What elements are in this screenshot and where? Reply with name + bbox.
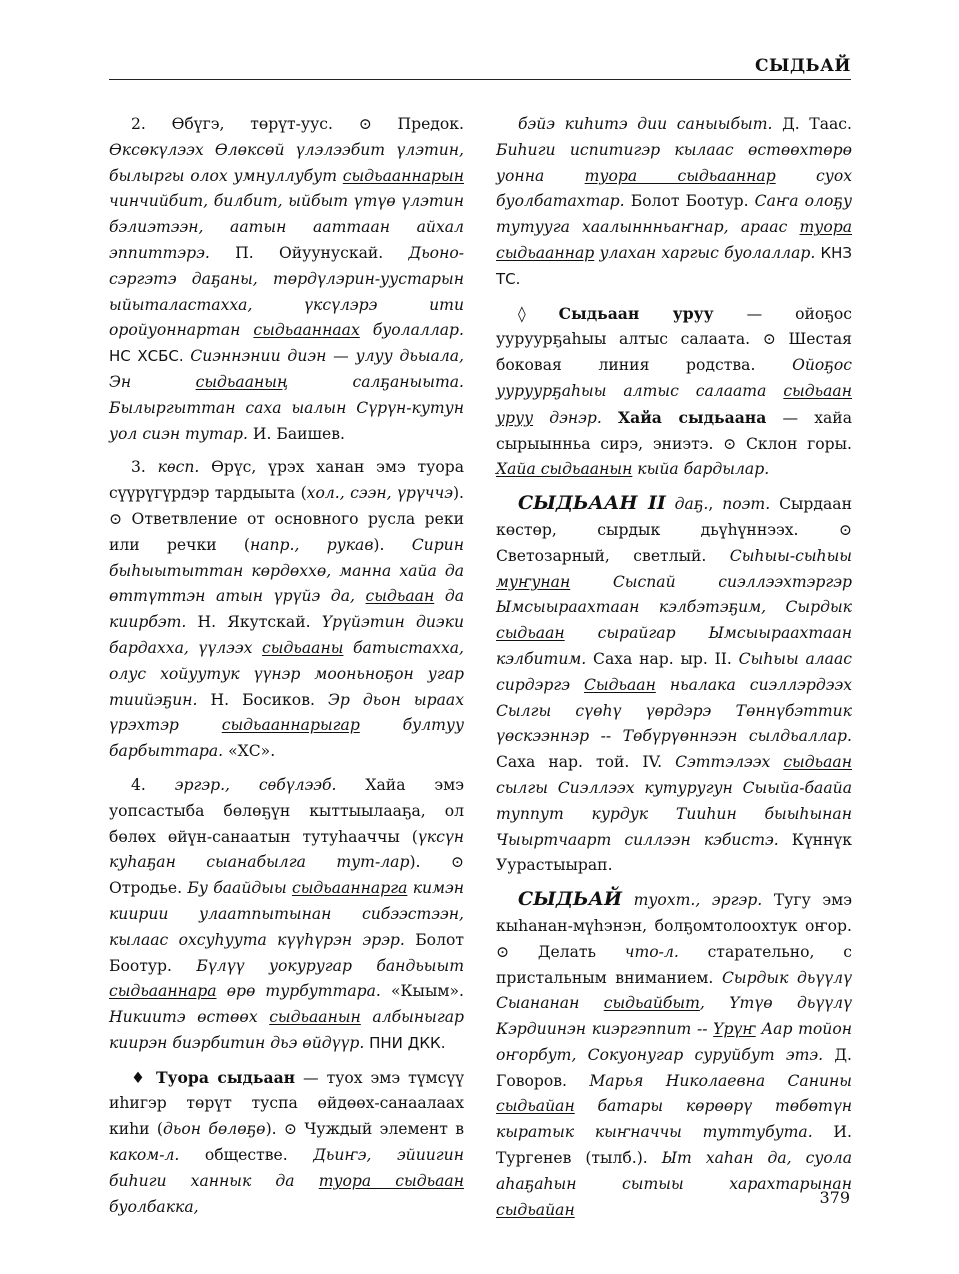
headword-usage: сыдьаан (496, 624, 565, 643)
left-column-paragraph (109, 112, 464, 447)
text-run: үксүн куһаҕан сыанабылга тут-лар (109, 827, 464, 872)
text-run: , Үтүө дьүүлү Кэрдиинэн киэргэппит -- (496, 994, 853, 1039)
text-run: Сырдаан көстөр, сырдык дьүһүннээх. ⊙ Светозарный, светлый. (496, 495, 852, 565)
text-run: ). ⊙ Ответвление от основного русла реки или речки ( (109, 484, 464, 554)
entry-headword: СЫДЬААН II (518, 492, 666, 515)
phrase-headword: Сыдьаан уруу (558, 303, 714, 323)
text-run: Сиэннэнии диэн — улуу дьыала, Эн (109, 347, 464, 391)
text-run: Өрүс, үрэх ханан эмэ туора сүүрүгүрдэр тардыыта ( (109, 458, 464, 503)
text-run: Хайа эмэ уопсастыба бөлөҕүн кыттыылааҕа, ол бөлөх өйүн-санаатын тутуһааччы ( (109, 775, 464, 846)
text-run: Күннүк Уурастыырап. (496, 830, 852, 875)
headword-usage: сыдьаан (783, 753, 852, 772)
text-run: Ойоҕос ууруурҕаһыы алтыс салаата (496, 356, 852, 400)
text-run: — туох эмэ түмсүү иһигэр төрүт туспа өйдөөх-санаалаах киһи ( (109, 1068, 465, 1139)
headword-usage: туора сыдьааннар (496, 218, 852, 262)
text-run: НС ХСБС. (109, 347, 191, 366)
text-run: ♦ (131, 1068, 156, 1087)
text-run: «ХС». (223, 742, 276, 761)
text-run: Сыһыы алаас сирдэргэ (496, 649, 852, 694)
headword-usage: сыдьаанын (269, 1008, 361, 1027)
text-run: суох буолбатахтар. (496, 166, 853, 211)
text-run: буолаллар. (359, 321, 465, 340)
headword-usage: сыдьаан (365, 587, 435, 606)
text-run: батары көрөөрү төбөтүн кыратык кыҥначчы туттубута. (496, 1097, 852, 1142)
text-run: Болот Боотур. (109, 930, 464, 975)
headword-usage: сыдьааның (195, 372, 289, 391)
page-number: 379 (819, 1188, 850, 1207)
right-column-paragraph (496, 491, 852, 879)
right-column-paragraph (496, 887, 852, 1223)
headword-usage: сыдьайбыт (603, 994, 700, 1013)
text-run: буолбакка, (109, 1197, 199, 1216)
headword-usage: Үрүҥ (713, 1020, 756, 1039)
text-run: 3. (131, 458, 158, 477)
text-run: Саха нар. ыр. II. (586, 649, 739, 668)
text-run: бэйэ киһитэ дии саныыбыт. (518, 115, 773, 133)
text-run (666, 495, 675, 513)
text-run: туохт., эргэр. (633, 891, 763, 910)
text-run: улахан харгыс буолаллар. (594, 243, 816, 262)
text-run: ньалака сиэллэрдээх Сылгы сүөһү үөрдэрэ Төннүбэттик үөскээннэр -- Төбүрүөннээн сылдьаллар. (496, 675, 852, 746)
text-run: Болот Боотур. (624, 192, 755, 211)
text-run: Д. Говоров. (496, 1045, 852, 1090)
text-run: Биһиги испитигэр кылаас өстөөхтөрө уонна (496, 140, 852, 185)
text-run: Бу баайдыы (187, 879, 292, 898)
running-head: СЫДЬАЙ (754, 56, 851, 76)
phrase-headword: Туора сыдьаан (155, 1067, 296, 1087)
text-run: Ыт хаһан да, суола аһаҕаһын сытыы харахтарынан (496, 1149, 852, 1193)
headword-usage: сыдьааннарга (291, 879, 408, 898)
text-run: чинчийбит, билбит, ыйбыт үтүө үлэтин бэлиэтээн, аатын ааттаан айхал эппиттэрэ. (109, 192, 464, 262)
headword-usage: сыдьайан (496, 1200, 575, 1219)
text-run: обществе. (179, 1146, 314, 1165)
text-run: каком-л. (109, 1146, 180, 1165)
text-run: кѳсп. (157, 458, 200, 477)
headword-usage: сыдьааннарын (342, 166, 464, 185)
text-run: салҕаныыта. Былыргыттан саха ыалын Сүрүн-кутун уол сиэн тутар. (109, 372, 464, 443)
text-run: Сэттэлээх (675, 753, 784, 772)
text-run: кыйа бардылар. (632, 460, 770, 479)
text-run: хол., сээн, үрүччэ (306, 484, 453, 503)
text-run: Никиитэ өстөөх (109, 1008, 270, 1027)
text-run: Сирин быһыытыттан көрдөххө, манна хайа да өттүттэн атын үрүйэ да, (109, 535, 464, 606)
text-run: сылгы Сиэллээх кутуругун Сыыйа-баайа туппут курдук Тииһин быыһынан Чыыртчаарт силлээн кэбистэ. (496, 778, 852, 849)
text-run: Дьоно-сэргэтэ даҕаны, төрдүлэрин-уустарын ыйыталастахха, үксүлэрэ ити оройуоннартан (109, 243, 464, 340)
text-run: Д. Таас. (772, 115, 852, 133)
headword-usage: сыдьааны (262, 638, 344, 657)
headword-usage: туора сыдьааннар (584, 166, 776, 185)
text-run: дэнэр. (533, 408, 602, 427)
text-run: 2. Өбүгэ, төрүт-уус. ⊙ Предок. (131, 115, 464, 133)
text-run: сырайгар Ымсыыраахтаан кэлбитим. (496, 624, 852, 668)
text-run: Үрүйэтин диэки бардахха, үүлээх (109, 613, 464, 657)
text-run: Саҥа олоҕу тутууга хаалыннньаҥнар, араас (496, 192, 852, 237)
text-run: Тугу эмэ кыһанан-мүһэнэн, болҕомтолоохтук оҥор. ⊙ Делать (496, 891, 852, 961)
text-run: Н. Якутскай. (186, 613, 322, 632)
text-run: кимэн киирии улаатпытынан сибээстээн, кылаас охсуһуута күүһүрэн эрэр. (109, 879, 465, 949)
phrase-headword: Хайа сыдьаана (618, 407, 767, 427)
left-column (109, 112, 464, 1228)
right-column (496, 112, 852, 1231)
text-run: өрө турбуттара. (216, 982, 381, 1001)
text-run: ПНИ ДКК. (364, 1033, 446, 1052)
entry-headword: СЫДЬАЙ (518, 888, 622, 911)
headword-usage: сыдьайан (496, 1097, 575, 1116)
headword-usage: Хайа сыдьаанын (496, 460, 633, 479)
text-run (602, 409, 618, 427)
text-run: И. Тургенев (тылб.). (496, 1123, 852, 1168)
headword-usage: Сыдьаан (583, 675, 656, 694)
text-run: И. Баишев. (247, 424, 346, 443)
headword-usage: сыдьааннара (109, 982, 217, 1001)
headword-usage: туора сыдьаан (318, 1171, 464, 1190)
text-run: , (708, 495, 723, 514)
text-run (622, 891, 634, 909)
left-column-paragraph (109, 455, 464, 765)
left-column-paragraph (109, 773, 464, 1057)
text-run: даҕ. (674, 495, 709, 514)
text-run: да киирбэт. (109, 587, 464, 632)
text-run: эргэр., сѳбүлээб. (174, 775, 337, 794)
text-run: поэт. (722, 495, 771, 514)
text-run: Өксөкүлээх Өлөксөй үлэлээбит үлэтин, былыргы олох умнуллубут (109, 140, 464, 185)
text-run: ◊ (518, 304, 559, 323)
text-run: Сыһыы-сыһыы (729, 546, 852, 565)
text-run: Саха нар. той. IV. (496, 753, 676, 772)
text-run: Марья Николаевна Санины (589, 1071, 852, 1090)
text-run: ). ⊙ Чуждый элемент в (265, 1120, 465, 1139)
header-rule (109, 79, 851, 80)
text-run: КНЗ ТС. (496, 243, 852, 288)
text-run: «Кыым». (380, 982, 465, 1001)
headword-usage: сыдьааннаах (253, 321, 360, 340)
text-run: Аар тойон оҥорбут, Сокуонугар суруйбут этэ. (496, 1020, 852, 1064)
text-run: Эр дьон ыраах үрэхтэр (109, 690, 464, 735)
headword-usage: муҥунан (496, 572, 571, 591)
left-column-paragraph (109, 1065, 464, 1221)
text-run: напр., рукав (249, 535, 374, 554)
right-column-paragraph (496, 112, 852, 293)
text-run: Н. Босиков. (197, 690, 328, 709)
text-run: ). ⊙ Отродье. (109, 853, 464, 898)
text-run: албыныгар киирэн биэрбитин дьэ өйдүүр. (109, 1008, 464, 1052)
right-column-paragraph (496, 301, 852, 484)
text-run: старательно, с пристальным вниманием. (496, 942, 852, 987)
text-run: Сыспай сиэллээхтэргэр Ымсыыраахтаан кэлбэтэҕим, Сырдык (496, 572, 852, 617)
text-run: что-л. (624, 942, 679, 961)
text-run: батыстахха, олус хойуутук үүнэр мооньноҕон угар тиийэҕин. (109, 638, 464, 709)
text-run: бултуу барбыттара. (109, 716, 465, 761)
text-run: ). (373, 535, 412, 554)
text-run: дьон бөлөҕө (163, 1120, 266, 1139)
text-run: Дьиҥэ, эйиигин биһиги ханнык да (109, 1146, 465, 1190)
text-run: — хайа сырыынньа сирэ, эниэтэ. ⊙ Склон горы. (496, 408, 852, 453)
text-run: Бүлүү уокуругар бандьыыт (196, 956, 464, 975)
headword-usage: сыдьааннарыгар (221, 716, 360, 735)
text-run: П. Ойуунускай. (209, 243, 409, 262)
text-run: 4. (131, 775, 175, 794)
text-run: Сырдык дьүүлү Сыананан (496, 968, 852, 1013)
text-run: — ойоҕос ууруурҕаһыы алтыс салаата. ⊙ Шестая боковая линия родства. (496, 304, 852, 375)
headword-usage: сыдьаан уруу (496, 381, 852, 427)
